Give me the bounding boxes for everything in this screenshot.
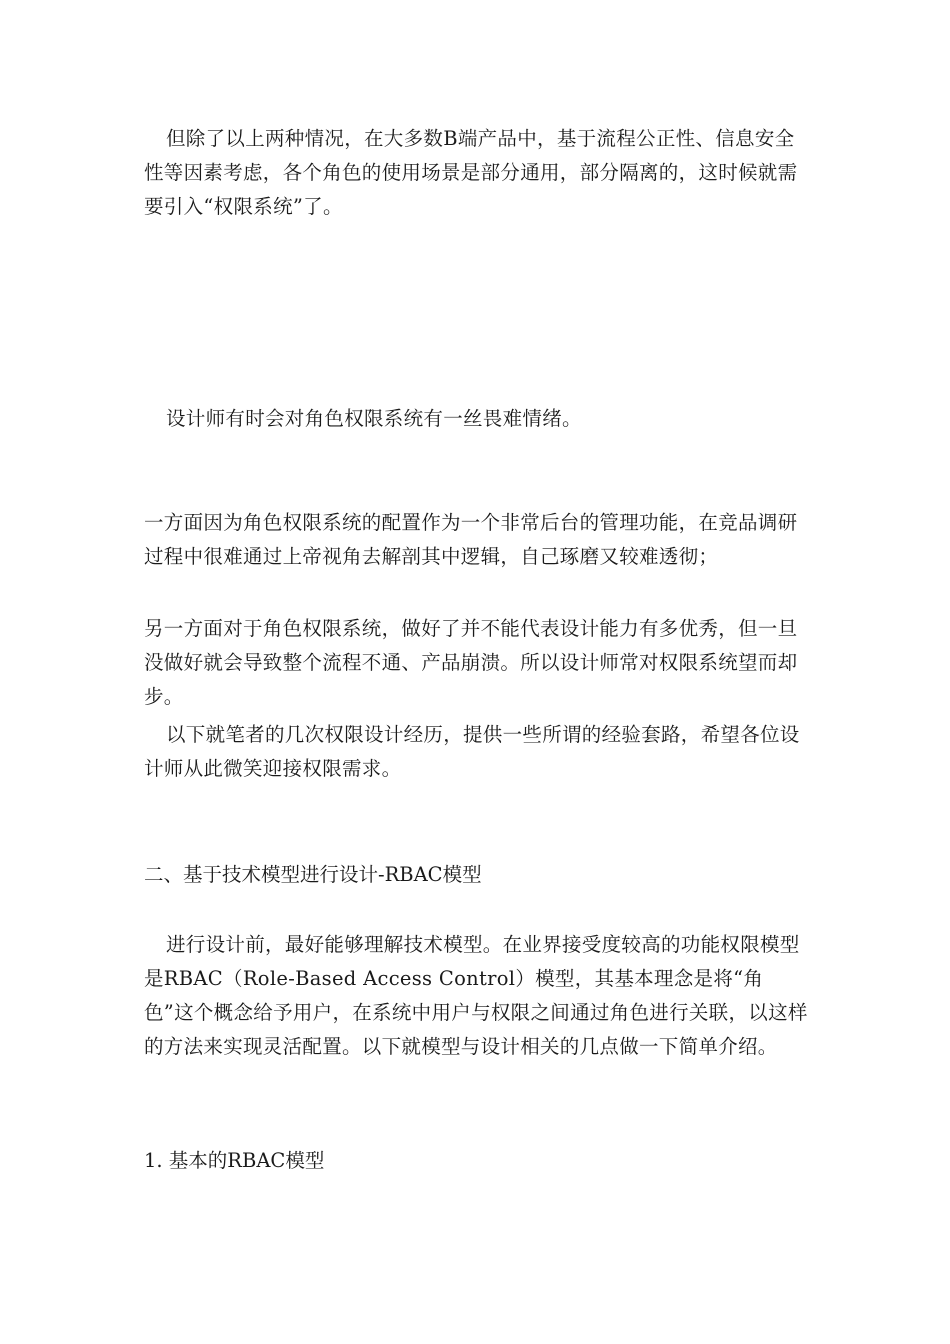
- paragraph-reason-two: 另一方面对于角色权限系统，做好了并不能代表设计能力有多优秀，但一旦没做好就会导致整个流程不通、产品崩溃。所以设计师常对权限系统望而却步。: [144, 617, 798, 708]
- paragraph-designer-fear: 设计师有时会对角色权限系统有一丝畏难情绪。: [166, 407, 582, 430]
- paragraph-author-experience: 以下就笔者的几次权限设计经历，提供一些所谓的经验套路，希望各位设计师从此微笑迎接权限需求。: [144, 723, 800, 780]
- paragraph-rbac-description: 进行设计前，最好能够理解技术模型。在业界接受度较高的功能权限模型是RBAC（Role-Based Access Control）模型，其基本理念是将“角色”这个概念给予用户，在系统中用户与权限之间通过角色进行关联，以这样的方法来实现灵活配置。以下就模型与设计相关的几点做一下简单介绍。: [144, 933, 808, 1058]
- paragraph-permission-intro: 但除了以上两种情况，在大多数B端产品中，基于流程公正性、信息安全性等因素考虑，各个角色的使用场景是部分通用，部分隔离的，这时候就需要引入“权限系统”了。: [144, 127, 798, 218]
- paragraph-reason-one: 一方面因为角色权限系统的配置作为一个非常后台的管理功能，在竞品调研过程中很难通过上帝视角去解剖其中逻辑，自己琢磨又较难透彻；: [144, 511, 798, 568]
- subsection-heading-basic-rbac: 1. 基本的RBAC模型: [144, 1149, 325, 1172]
- section-heading-rbac: 二、基于技术模型进行设计-RBAC模型: [144, 863, 482, 886]
